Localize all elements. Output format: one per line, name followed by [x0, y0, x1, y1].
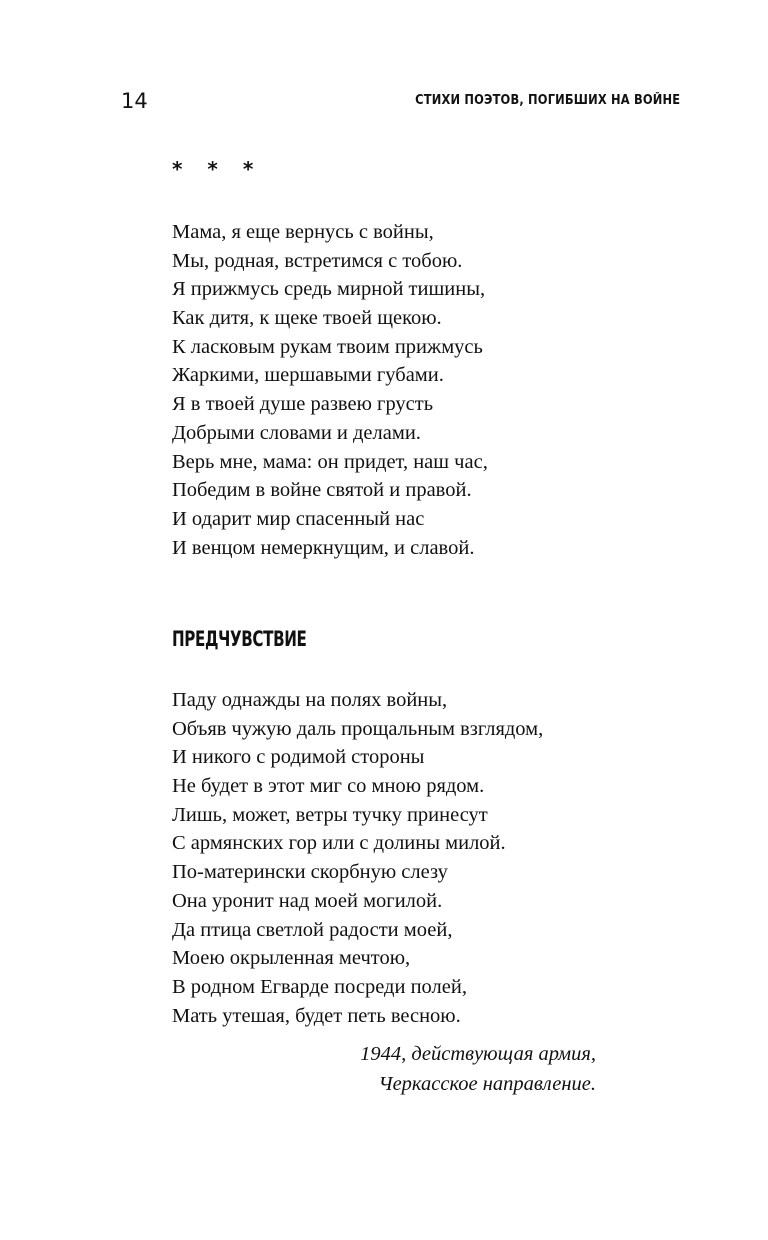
poem-line: В родном Егварде посреди полей,	[172, 975, 467, 998]
poem-line: Объяв чужую даль прощальным взглядом,	[172, 717, 544, 740]
poem-1	[172, 218, 488, 562]
poem-line: Добрыми словами и делами.	[172, 421, 421, 444]
poem-line: Жаркими, шершавыми губами.	[172, 364, 444, 387]
poem-2	[172, 686, 543, 1030]
poem-line: Я в твоей душе развею грусть	[172, 393, 434, 416]
poem-line: Не будет в этот миг со мною рядом.	[172, 775, 485, 798]
poem-line: Мама, я еще вернусь с войны,	[172, 221, 434, 243]
dateline-line: 1944, действующая армия,	[360, 1043, 596, 1065]
poem-line: Моею окрыленная мечтою,	[172, 947, 411, 970]
poem-line: Да птица светлой радости моей,	[172, 918, 453, 941]
poem-line: Она уронит над моей могилой.	[172, 889, 443, 912]
poem-line: Верь мне, мама: он придет, наш час,	[172, 450, 488, 473]
dateline-line: Черкасское направление.	[378, 1073, 596, 1095]
poem-line: И никого с родимой стороны	[172, 746, 425, 769]
poem-line: Мы, родная, встретимся с тобою.	[172, 249, 463, 272]
poem-line: По-матерински скорбную слезу	[172, 861, 448, 884]
poem-line: Паду однажды на полях войны,	[172, 689, 448, 711]
poem-line: Я прижмусь средь мирной тишины,	[172, 278, 486, 301]
poem-line: Лишь, может, ветры тучку принесут	[172, 803, 488, 826]
poem-line: Мать утешая, будет петь весною.	[172, 1004, 461, 1027]
poem-title: ПРЕДЧУВСТВИЕ	[172, 627, 307, 651]
section-separator: * * *	[172, 157, 263, 181]
running-title: СТИХИ ПОЭТОВ, ПОГИБШИХ НА ВОЙНЕ	[414, 93, 680, 108]
poem-line: К ласковым рукам твоим прижмусь	[172, 335, 483, 358]
poem-line: И венцом немеркнущим, и славой.	[172, 536, 475, 559]
page-number: 14	[121, 89, 148, 113]
poem-line: И одарит мир спасенный нас	[172, 507, 425, 530]
poem-line: С армянских гор или с долины милой.	[172, 832, 506, 855]
poem-line: Победим в войне святой и правой.	[172, 479, 472, 502]
poem-line: Как дитя, к щеке твоей щекою.	[172, 307, 442, 330]
